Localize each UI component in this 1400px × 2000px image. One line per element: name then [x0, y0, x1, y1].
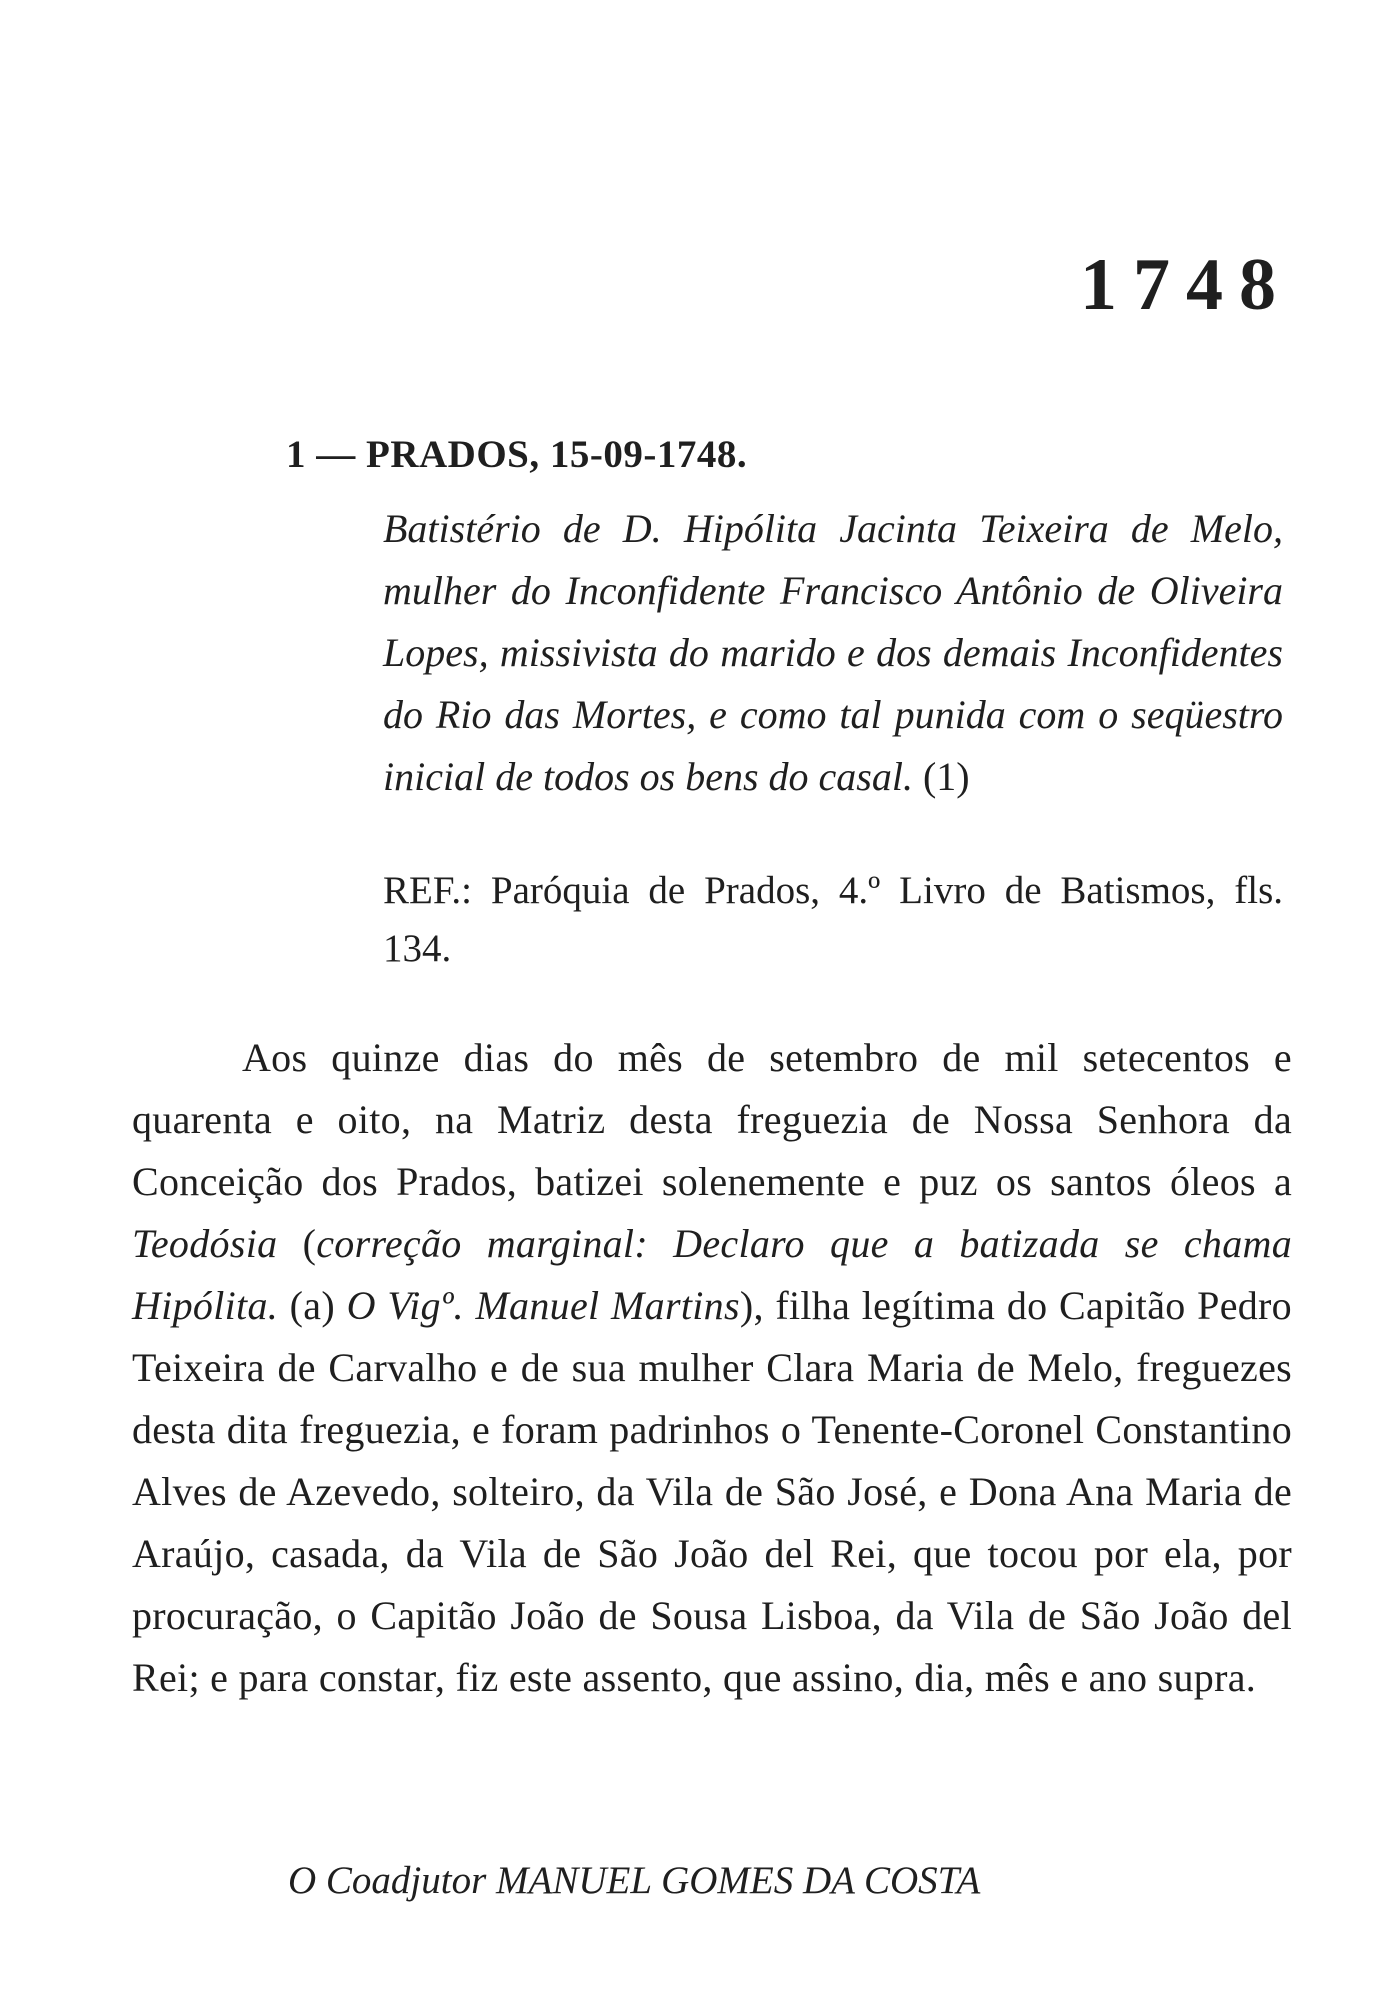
- transcription-opening: Aos quinze dias do mês de setembro de mil setecentos e quarenta e oito, na Matriz desta freguezia de Nossa Senhora da Conceição dos Prados, batizei solenemente e puz os santos óleos a: [132, 1035, 1292, 1204]
- year-heading: 1748: [1080, 244, 1292, 326]
- marginal-correction: correção marginal: Declaro que a batizada se chama Hipólita.: [132, 1221, 1292, 1328]
- summary-text: Batistério de D. Hipólita Jacinta Teixeira de Melo, mulher do Inconfidente Francisco Antônio de Oliveira Lopes, missivista do marido e dos demais Inconfidentes do Rio das Mortes, e como tal punida com o seqüestro inicial de todos os bens do casal.: [383, 506, 1283, 799]
- reference-note: REF.: Paróquia de Prados, 4.º Livro de Batismos, fls. 134.: [383, 869, 1283, 970]
- original-name: Teodósia: [132, 1221, 278, 1266]
- footnote-marker: (1): [922, 754, 970, 799]
- transcription-body: , filha legítima do Capitão Pedro Teixeira de Carvalho e de sua mulher Clara Maria de Melo, freguezes desta dita freguezia, e foram padrinhos o Tenente-Coronel Constantino Alves de Azevedo, solteiro, da Vila de São José, e Dona Ana Maria de Araújo, casada, da Vila de São João del Rei, que tocou por ela, por procuração, o Capitão João de Sousa Lisboa, da Vila de São João del Rei; e para constar, fiz este assento, que assino, dia, mês e ano supra.: [132, 1283, 1292, 1700]
- baptism-transcription: [132, 1027, 1292, 1709]
- closing-parenthesis: ): [739, 1283, 754, 1328]
- entry-summary: [383, 498, 1283, 808]
- opening-parenthesis: (: [302, 1221, 317, 1266]
- entry-heading: 1 — PRADOS, 15-09-1748.: [286, 433, 748, 476]
- vicar-signature: O Vigº. Manuel Martins: [346, 1283, 740, 1328]
- marginal-correction-mark: (a): [289, 1283, 335, 1328]
- coadjutor-signature: O Coadjutor MANUEL GOMES DA COSTA: [288, 1859, 981, 1902]
